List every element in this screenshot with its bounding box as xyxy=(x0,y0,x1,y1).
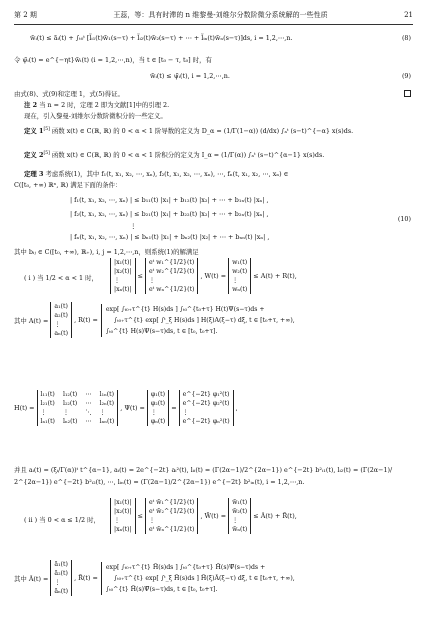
case-ii-inequality: |x₁(t)| |x₂(t)| ⋮ |xₙ(t)| ≤ eᵗ w̃₁^{1/2}(t) eᵗ w̃₂^{1/2}(t) ⋮ eᵗ w̃ₙ^{1/2}(t) , W̃(t) = w̃₁(t) w̃₂(t) ⋮ w̃ₙ(t) ≤ Ã(t) + R̃(t), xyxy=(108,498,297,534)
def-label: 定义 1 xyxy=(24,127,44,136)
coefficient-definitions: 2^{2α−1}) e^{−2t} b²ᵢ₂(t), ⋯, lᵢₙ(t) = (Γ(2α−1)/2^{2α−1}) e^{−2t} b²ᵢₙ(t), i = 1,2,⋯,n. xyxy=(14,478,305,486)
case-i-label: ( i ) 当 1/2 < α < 1 时， xyxy=(24,274,98,282)
eq-number-8: (8) xyxy=(401,34,411,42)
note-label: 注 2 xyxy=(24,101,38,109)
abs-x-vector: |x₁(t)| |x₂(t)| ⋮ |xₙ(t)| xyxy=(110,258,136,294)
theorem-3 xyxy=(24,170,288,178)
A-tilde-R-tilde-definition xyxy=(14,560,295,596)
eq-number-9: (9) xyxy=(401,72,411,80)
def-label: 定义 2 xyxy=(24,151,44,160)
qed-box xyxy=(404,90,411,99)
rhs: ≤ Ã(t) + R̃(t), xyxy=(253,512,297,520)
equation-8: w̃ᵢ(t) ≤ ãᵢ(t) + ∫ₜ₀ᵗ [l̃ᵢ₁(t)w̃₁(s−τ) + l̃ᵢ₂(t)w̃₂(s−τ) + ⋯ + l̃ᵢₙ(t)w̃ₙ(s−τ)]ds, i = 1,2,⋯,n. xyxy=(30,34,293,42)
w-sqrt-vector: eᵗ w₁^{1/2}(t) eᵗ w₂^{1/2}(t) ⋮ eᵗ wₙ^{1/2}(t) xyxy=(145,258,198,294)
def-text: 函数 x(t) ∈ C(ℝ, ℝ) 的 0 < α < 1 阶积分的定义为 I_α = (1/Γ(α)) ∫ₐᵗ (s−t)^{α−1} x(s)ds. xyxy=(51,151,325,160)
w-tilde-sqrt-vector: eᵗ w̃₁^{1/2}(t) eᵗ w̃₂^{1/2}(t) ⋮ eᵗ w̃ₙ^{1/2}(t) xyxy=(145,498,198,534)
citation: [5] xyxy=(43,151,50,156)
coefficient-definitions: 并且 aᵢ(t) = (ξᵢ/Γ(α))ᵗ t^{α−1}, aᵢ(t) = 2e^{−2t} aᵢ²(t), lᵢᵢ(t) = (Γ(2α−1)/2^{2α−1}) e^{−2t} b²ᵢ₁(t), lᵢ₂(t) = (Γ(2α−1)/ xyxy=(14,466,393,474)
condition-row: | fₙ(t, x₁, x₂, ⋯, xₙ) | ≤ bₙ₁(t) |x₁| + bₙ₂(t) |x₂| + ⋯ + bₙₙ(t) |xₙ| , xyxy=(70,233,270,241)
eq-number-10: (10) xyxy=(397,215,411,223)
w-vector: w₁(t) w₂(t) ⋮ wₙ(t) xyxy=(228,258,251,294)
theorem-text: C([t₀, +∞) ℝⁿ, ℝ) 满足下面的条件： xyxy=(14,181,122,189)
page-number: 21 xyxy=(404,11,413,19)
H-Psi-definition: H(t) = l₁₁(t) l₁₂(t) ⋯ l₁ₙ(t) l₂₁(t) l₂₂(t) ⋯ l₂ₙ(t) ⋮ ⋮ ⋱ ⋮ lₙ₁(t) lₙ₂(t) ⋯ lₙₙ(t) , Ψ(t) = φ₁(t) φ₂(t) ⋮ φₙ(t) = e^{−2t} φ₁²(t) e^{−2t} φ₂²(t) ⋮ e^{−2t} φₙ²(t) , xyxy=(14,391,238,425)
theorem-label: 定理 3 xyxy=(24,170,44,178)
note-text: 当 n = 2 时，定理 2 即为文献[1]中的引理 2. xyxy=(39,101,170,109)
running-header xyxy=(14,8,413,22)
case-i-inequality: |x₁(t)| |x₂(t)| ⋮ |xₙ(t)| ≤ eᵗ w₁^{1/2}(t) eᵗ w₂^{1/2}(t) ⋮ eᵗ wₙ^{1/2}(t) , W(t) = w₁(t) w₂(t) ⋮ wₙ(t) ≤ A(t) + R(t), xyxy=(108,258,297,294)
A-label: 其中 A(t) = xyxy=(14,316,49,325)
w-tilde-vector: w̃₁(t) w̃₂(t) ⋮ w̃ₙ(t) xyxy=(228,498,251,534)
psi-vector: φ₁(t) φ₂(t) ⋮ φₙ(t) xyxy=(147,390,169,426)
H-matrix: l₁₁(t) l₁₂(t) ⋯ l₁ₙ(t) l₂₁(t) l₂₂(t) ⋯ l₂ₙ(t) ⋮ ⋮ ⋱ ⋮ lₙ₁(t) lₙ₂(t) ⋯ lₙₙ(t) xyxy=(37,390,119,426)
condition-row: | f₂(t, x₁, x₂, ⋯, xₙ) | ≤ b₂₁(t) |x₁| + b₂₂(t) |x₂| + ⋯ + b₂ₙ(t) |xₙ| , xyxy=(70,210,269,218)
condition-row: ⋮ xyxy=(130,222,137,230)
condition-row: | f₁(t, x₁, x₂, ⋯, xₙ) | ≤ b₁₁(t) |x₁| + b₁₂(t) |x₂| + ⋯ + b₁ₙ(t) |xₙ| , xyxy=(70,196,269,204)
R-cases: exp[ ∫ₜ₀₊τ^{t} H(s)ds ] ∫ₜ₀^{t₀+τ} H(t)Ψ(s−τ)ds + ∫ₜ₀₊τ^{t} exp[ ∫ᵗ_ξ H(s)ds ] H(ξ)A(ξ−τ) dξ, t ∈ [t₀+τ, +∞), ∫ₜ₀^{t} H(s)Ψ(s−τ)ds, t ∈ [t₀, t₀+τ]. xyxy=(101,304,295,337)
def-text: 函数 x(t) ∈ C(ℝ, ℝ) 的 0 < α < 1 阶导数的定义为 D_α = (1/Γ(1−α)) (d/dx) ∫ₐᵗ (s−t)^{−α} x(s)ds. xyxy=(51,127,354,136)
phi-vector: e^{−2t} φ₁²(t) e^{−2t} φ₂²(t) ⋮ e^{−2t} φₙ²(t) xyxy=(179,390,234,426)
running-title: 王蕊，等：具有时滞的 n 维黎曼-刘维尔分数阶微分系统解的一些性质 xyxy=(113,11,328,19)
definition-1 xyxy=(24,126,353,135)
R-tilde-cases: exp[ ∫ₜ₀₊τ^{t} H̃(s)ds ] ∫ₜ₀^{t₀+τ} H̃(s)Ψ̃(s−τ)ds + ∫ₜ₀₊τ^{t} exp[ ∫ᵗ_ξ H̃(s)ds ] H̃(ξ)Ã(ξ−τ) dξ, t ∈ [t₀+τ, +∞), ∫ₜ₀^{t} H̃(s)Ψ̃(s−τ)ds, t ∈ [t₀, t₀+τ]. xyxy=(101,562,295,595)
A-R-definition xyxy=(14,302,295,338)
R-label: , R(t) = xyxy=(74,316,98,324)
w-label: , W(t) = xyxy=(200,272,227,280)
note-2 xyxy=(24,101,169,109)
issue-label: 第 2 期 xyxy=(14,11,37,19)
Psi-label: , Ψ(t) = xyxy=(120,404,145,412)
paragraph-text: 其中 bᵢⱼ ∈ C([t₀, +∞), ℝ₊), i, j = 1,2,⋯,n，则系统(1)的解满足 xyxy=(14,248,199,256)
equation-9: w̃ᵢ(t) ≤ ψ̃ᵢ(t), i = 1,2,⋯,n. xyxy=(150,72,230,80)
w-tilde-label: , W̃(t) = xyxy=(200,512,227,520)
citation: [5] xyxy=(43,127,50,132)
paragraph-text: 现在，引入黎曼-刘维尔分数阶微积分的一些定义。 xyxy=(24,112,167,120)
H-label: H(t) = xyxy=(14,404,35,412)
definition-2 xyxy=(24,150,324,159)
case-ii-label: ( ii ) 当 0 < α ≤ 1/2 时， xyxy=(24,516,100,524)
rhs: ≤ A(t) + R(t), xyxy=(253,272,297,280)
abs-x-vector: |x₁(t)| |x₂(t)| ⋮ |xₙ(t)| xyxy=(110,498,136,534)
header-rule xyxy=(14,24,413,25)
paragraph-text: 令 ψ̃ᵢ(t) = e^{−ηt}w̃ᵢ(t) (i = 1,2,⋯,n)，当 t ∈ [t₀ − τ, t₀] 时，有 xyxy=(14,56,212,64)
theorem-text: 考虑系统(1)，其中 f₁(t, x₁, x₂, ⋯, xₙ), f₂(t, x₁, x₂, ⋯, xₙ), ⋯, fₙ(t, x₁, x₂, ⋯, xₙ) ∈ xyxy=(45,170,289,178)
R-tilde-label: , R̃(t) = xyxy=(74,574,98,582)
proof-conclusion: 由式(8)、式(9)和定理 1，式(5)得证。 xyxy=(14,90,124,98)
a-vector: a₁(t) a₂(t) ⋮ aₙ(t) xyxy=(50,302,72,338)
A-tilde-label: 其中 Ã(t) = xyxy=(14,574,49,583)
a-tilde-vector: ã₁(t) ã₂(t) ⋮ ãₙ(t) xyxy=(50,560,72,596)
